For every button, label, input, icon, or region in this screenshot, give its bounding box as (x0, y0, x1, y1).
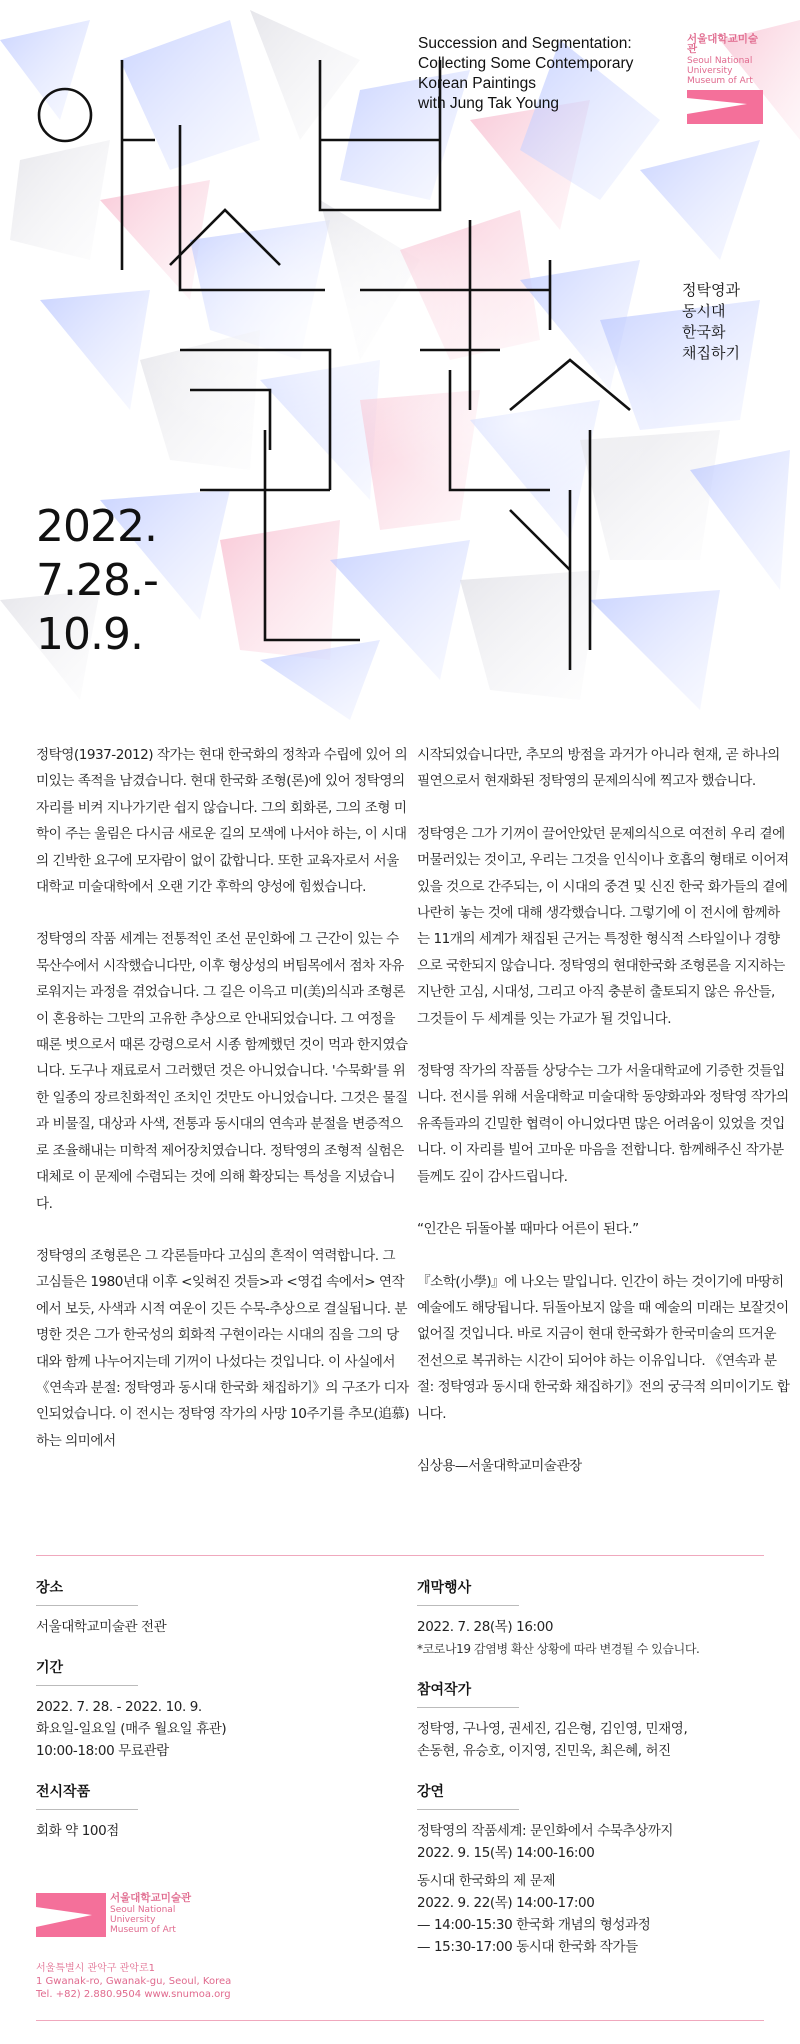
museum-logo-mark-icon (687, 90, 763, 124)
english-title-line: Korean Paintings (418, 75, 537, 92)
lecture-line: 2022. 9. 22(목) 14:00-17:00 (417, 1895, 595, 1911)
address-line: Tel. +82) 2.880.9504 www.snumoa.org (36, 1989, 231, 2000)
info-left-column (36, 1578, 396, 1862)
period-line: 2022. 7. 28. - 2022. 10. 9. (36, 1699, 202, 1715)
essay-paragraph: 정탁영의 조형론은 그 각론들마다 고심의 흔적이 역력합니다. 그 고심들은 1980년대 이후 <잊혀진 것들>과 <영겁 속에서> 연작에서 보듯, 사색과 시적 여운이 깃든 수묵-추상으로 결실됩니다. 분명한 것은 그가 한국성의 회화적 구현이라는 시대의 짐을 그의 당대와 함께 나누어지는데 기꺼이 나섰다는 것입니다. 이 사실에서 《연속과 분절: 정탁영과 동시대 한국화 채집하기》의 구조가 디자인되었습니다. 이 전시는 정탁영 작가의 사망 10주기를 추모(追慕)하는 의미에서 (36, 1247, 410, 1449)
venue-block (36, 1578, 396, 1638)
english-title (418, 34, 633, 114)
essay-quote: “인간은 뒤돌아볼 때마다 어른이 된다.” (417, 1221, 639, 1238)
museum-logo (687, 34, 763, 128)
essay-right-column (417, 742, 791, 1505)
essay-paragraph: 정탁영의 작품 세계는 전통적인 조선 문인화에 그 근간이 있는 수묵산수에서 시작했습니다만, 이후 형상성의 버팀목에서 점차 자유로워지는 과정을 겪었습니다. 그 길은 이윽고 미(美)의식과 조형론이 혼융하는 그만의 고유한 추상으로 안내되었습니다. 그 여정을 때론 벗으로서 때론 강령으로서 시종 함께했던 것이 먹과 한지였습니다. 도구나 재료로서 그러했던 것은 아니었습니다. '수묵화'를 위한 일종의 장르친화적인 조치인 것만도 아니었습니다. 그것은 물질과 비물질, 대상과 사색, 전통과 동시대의 연속과 분절을 변증적으로 조율해내는 미학적 제어장치였습니다. 정탁영의 조형적 실험은 대체로 이 문제에 수렴되는 것에 의해 확장되는 특성을 지녔습니다. (36, 931, 408, 1212)
lecture-line: — 14:00-15:30 한국화 개념의 형성과정 (417, 1917, 651, 1933)
period-heading: 기간 (36, 1658, 396, 1686)
korean-subtitle-line: 동시대 (682, 302, 726, 320)
lectures-heading: 강연 (417, 1782, 777, 1810)
opening-value: 2022. 7. 28(목) 16:00 (417, 1619, 554, 1635)
essay-signature: 심상용—서울대학교미술관장 (417, 1457, 582, 1474)
section-divider (36, 1555, 764, 1556)
footer-museum-name-kr: 서울대학교미술관 (110, 1892, 192, 1904)
works-block (36, 1782, 396, 1842)
date-line: 2022. (36, 501, 157, 552)
lecture-title: 동시대 한국화의 제 문제 (417, 1873, 556, 1889)
essay-paragraph: 정탁영 작가의 작품들 상당수는 그가 서울대학교에 기증한 것들입니다. 전시를 위해 서울대학교 미술대학 동양화과와 정탁영 작가의 유족들과의 긴밀한 협력이 아니었다면 많은 어려움이 있었을 것입니다. 이 자리를 빌어 고마운 마음을 전합니다. 함께해주신 작가분들께도 깊이 감사드립니다. (417, 1063, 789, 1185)
opening-block (417, 1578, 777, 1660)
essay-paragraph: 시작되었습니다만, 추모의 방점을 과거가 아니라 현재, 곧 하나의 필연으로서 현재화된 정탁영의 문제의식에 찍고자 했습니다. (417, 747, 780, 790)
museum-name-en-2: Museum of Art (687, 76, 753, 86)
venue-value: 서울대학교미술관 전관 (36, 1619, 167, 1635)
korean-subtitle-line: 정탁영과 (682, 281, 740, 299)
artists-line: 정탁영, 구나영, 권세진, 김은형, 김인영, 민재영, (417, 1721, 688, 1737)
period-block (36, 1658, 396, 1762)
date-line: 7.28.- (36, 555, 158, 606)
works-value: 회화 약 100점 (36, 1823, 119, 1839)
lecture-line: 2022. 9. 15(목) 14:00-16:00 (417, 1845, 595, 1861)
works-heading: 전시작품 (36, 1782, 396, 1810)
info-right-column (417, 1578, 777, 1978)
museum-logo-text (687, 34, 763, 86)
address-line: 1 Gwanak-ro, Gwanak-gu, Seoul, Korea (36, 1976, 232, 1987)
artists-block (417, 1680, 777, 1762)
address-line: 서울특별시 관악구 관악로1 (36, 1963, 155, 1974)
english-title-line: with Jung Tak Young (418, 95, 560, 112)
english-title-line: Succession and Segmentation: (418, 35, 632, 52)
lecture-line: — 15:30-17:00 동시대 한국화 작가들 (417, 1939, 638, 1955)
period-line: 화요일-일요일 (매주 월요일 휴관) (36, 1721, 227, 1737)
lectures-block (417, 1782, 777, 1958)
date-line: 10.9. (36, 609, 143, 660)
opening-note: *코로나19 감염병 확산 상황에 따라 변경될 수 있습니다. (417, 1642, 700, 1656)
opening-heading: 개막행사 (417, 1578, 777, 1606)
essay-left-column (36, 742, 410, 1480)
korean-subtitle (682, 280, 740, 364)
footer-address (36, 1962, 231, 2001)
korean-subtitle-line: 채집하기 (682, 344, 740, 362)
essay-paragraph: 정탁영은 그가 기꺼이 끌어안았던 문제의식으로 여전히 우리 곁에 머물러있는 것이고, 우리는 그것을 인식이나 호흡의 형태로 이어져 있을 것으로 간주되는, 이 시대의 중견 및 신진 한국 화가들의 곁에 나란히 놓는 것에 대해 생각했습니다. 그렇기에 이 전시에 함께하는 11개의 세계가 채집된 근거는 특정한 형식적 스타일이나 경향으로 국한되지 않습니다. 정탁영의 현대한국화 조형론을 지지하는 지난한 고심, 시대성, 그리고 아직 충분히 출토되지 않은 유산들, 그것들이 두 세계를 잇는 가교가 될 것입니다. (417, 825, 789, 1027)
footer-museum-logo (36, 1892, 192, 1947)
period-line: 10:00-18:00 무료관람 (36, 1743, 169, 1759)
footer-logo-text (110, 1893, 200, 1935)
footer-museum-name-en-1: Seoul National University (110, 1905, 176, 1925)
english-title-line: Collecting Some Contemporary (418, 55, 634, 72)
lecture-title: 정탁영의 작품세계: 문인화에서 수묵추상까지 (417, 1823, 674, 1839)
artists-line: 손동현, 유승호, 이지영, 진민욱, 최은혜, 허진 (417, 1743, 671, 1759)
bottom-divider (36, 2020, 764, 2021)
poster-header (0, 0, 800, 720)
museum-name-en-1: Seoul National University (687, 56, 753, 76)
museum-name-kr: 서울대학교미술관 (687, 33, 759, 55)
artists-heading: 참여작가 (417, 1680, 777, 1708)
essay-paragraph: 정탁영(1937-2012) 작가는 현대 한국화의 정착과 수립에 있어 의미있는 족적을 남겼습니다. 현대 한국화 조형(론)에 있어 정탁영의 자리를 비켜 지나가기란 쉽지 않습니다. 그의 회화론, 그의 조형 미학이 주는 울림은 다시금 새로운 길의 모색에 나서야 하는, 이 시대의 긴박한 요구에 모자람이 없이 값합니다. 또한 교육자로서 서울대학교 미술대학에서 오랜 기간 후학의 양성에 힘썼습니다. (36, 747, 408, 896)
korean-subtitle-line: 한국화 (682, 323, 726, 341)
venue-heading: 장소 (36, 1578, 396, 1606)
essay-paragraph: 『소학(小學)』에 나오는 말입니다. 인간이 하는 것이기에 마땅히 예술에도 해당됩니다. 뒤돌아보지 않을 때 예술의 미래는 보잘것이 없어질 것입니다. 바로 지금이 현대 한국화가 한국미술의 뜨거운 전선으로 복귀하는 시간이 되어야 하는 이유입니다. 《연속과 분절: 정탁영과 동시대 한국화 채집하기》전의 궁극적 의미이기도 합니다. (417, 1273, 790, 1422)
footer-museum-name-en-2: Museum of Art (110, 1925, 176, 1935)
exhibition-dates (36, 500, 158, 662)
